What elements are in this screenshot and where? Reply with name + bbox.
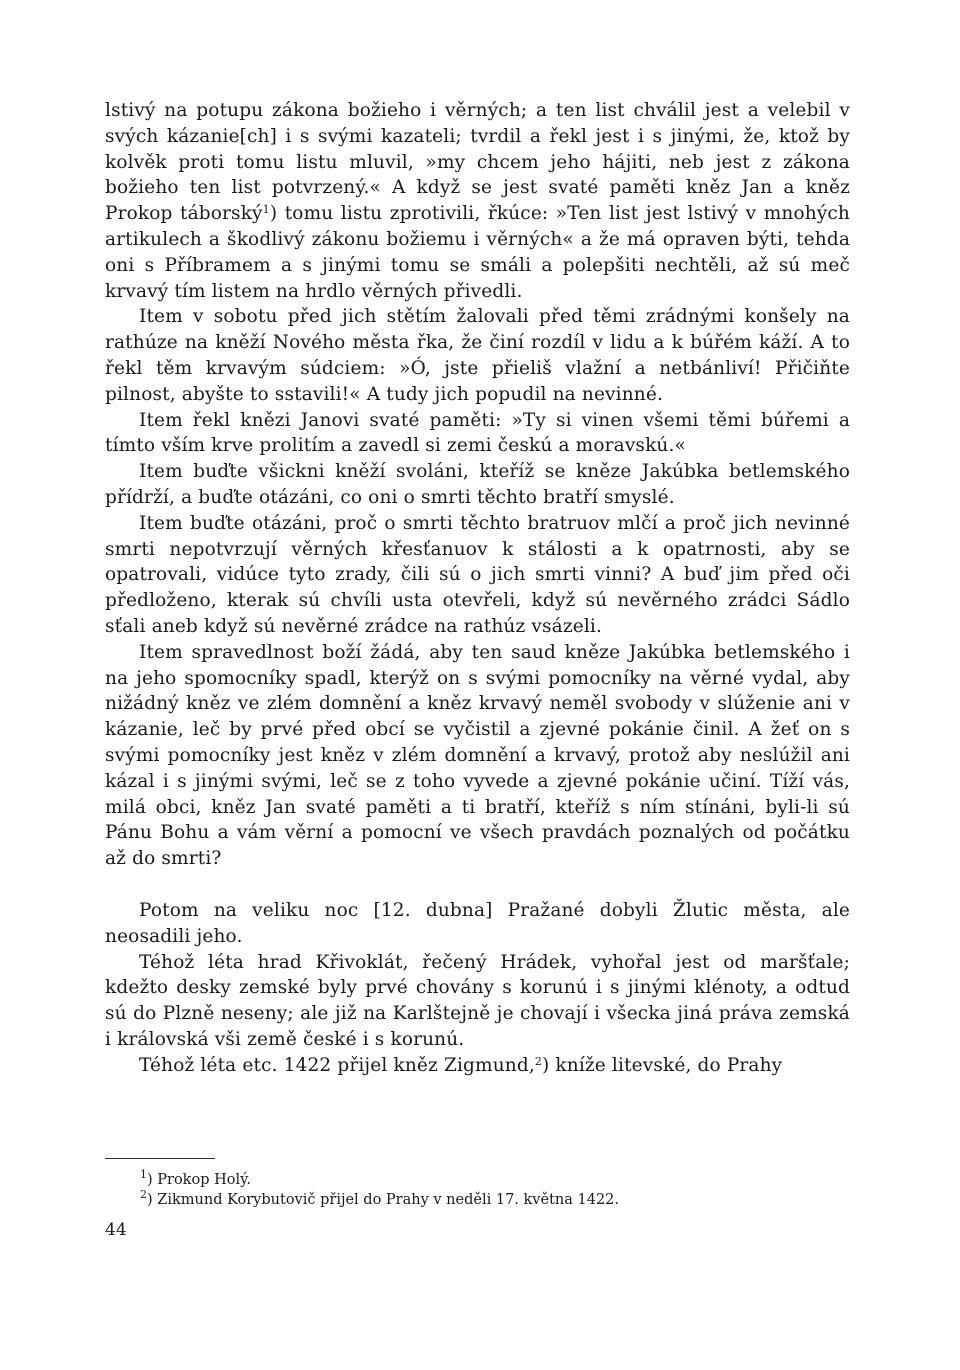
paragraph-1: [105, 98, 850, 304]
footnote-1-text: ) Prokop Holý.: [147, 1172, 251, 1188]
paragraph-8: Téhož léta hrad Křivoklát, řečený Hrádek, vyhořal jest od maršťale; kdežto desky zemské byly prvé chovány s korunú i s jinými klénoty, a odtud sú do Plzně neseny; ale již na Karlštejně je chovají i všecka jiná práva zemská i královská vši země české i s korunú.: [105, 951, 850, 1050]
footnotes: [140, 1170, 840, 1210]
footnote-2-text: ) Zikmund Korybutovič přijel do Prahy v neděli 17. května 1422.: [147, 1192, 620, 1208]
page-number: 44: [105, 1220, 127, 1240]
footnote-1-mark: 1: [140, 1168, 147, 1181]
section-gap: [105, 872, 850, 898]
footnote-divider: [105, 1158, 215, 1159]
paragraph-2: Item v sobotu před jich stětím žalovali před těmi zrádnými konšely na rathúze na kněží Nového města řka, že činí rozdíl v lidu a k búřém káží. A to řekl těm krvavým súdciem: »Ó, jste přieliš vlažní a netbánliví! Přičiňte pilnost, abyšte to sstavili!« A tudy jich popudil na nevinné.: [105, 306, 850, 405]
paragraph-1-text-cont: ) tomu listu zprotivili, řkúce: »Ten list jest lstivý v mnohých artikulech a škodlivý zákonu božiemu i věrných« a že má opraven býti, tehda oni s Příbramem a s jinými tomu se smáli a polepšiti nechtěli, až sú meč krvavý tím listem na hrdlo věrných přivedli.: [105, 203, 850, 302]
paragraph-3: Item řekl knězi Janovi svaté paměti: »Ty si vinen všemi těmi búřemi a tímto vším krve prolitím a zavedl si zemi českú a moravskú.«: [105, 409, 850, 457]
paragraph-7: Potom na veliku noc [12. dubna] Pražané dobyli Žlutic města, ale neosadili jeho.: [105, 899, 850, 947]
paragraph-9: [105, 1053, 850, 1079]
footnote-2: [140, 1190, 840, 1210]
paragraph-9-text-cont: ) kníže litevské, do Prahy: [542, 1054, 783, 1076]
footnote-2-mark: 2: [140, 1188, 147, 1201]
paragraph-9-text: Téhož léta etc. 1422 přijel kněz Zigmund,: [139, 1054, 535, 1076]
paragraph-6: Item spravedlnost boží žádá, aby ten saud kněze Jakúbka betlemského i na jeho spomocníky spadl, kterýž on s svými pomocníky na věrné vydal, aby nižádný kněz ve zlém domnění a kněz krvavý neměl svobody v slúženie ani v kázanie, leč by prvé před obcí se vyčistil a zjevné pokánie činil. A žeť on s svými pomocníky jest kněz v zlém domnění a krvavý, protož aby neslúžil ani kázal i s jinými svými, leč se z toho vyvede a zjevné pokánie učiní. Tíží vás, milá obci, kněz Jan svaté paměti a ti bratří, kteříž s ním stínáni, byli-li sú Pánu Bohu a vám věrní a pomocní ve všech pravdách poznalých od počátku až do smrti?: [105, 641, 850, 870]
paragraph-5: Item buďte otázáni, proč o smrti těchto bratruov mlčí a proč jich nevinné smrti nepotvrzují věrných křesťanuov k stálosti a k opatrnosti, aby se opatrovali, vidúce tyto zrady, čili sú o jich smrti vinni? A buď jim před oči předloženo, kterak sú chvíli usta otevřeli, když sú nevěrného zrádci Sádlo sťali aneb když sú nevěrné zrádce na rathúz vsázeli.: [105, 512, 850, 637]
page-body: [105, 98, 850, 1078]
footnote-1: [140, 1170, 840, 1190]
footnote-ref-2: 2: [534, 1054, 543, 1068]
paragraph-1-text: lstivý na potupu zákona božieho i věrných; a ten list chválil jest a velebil v svých kázanie[ch] i s svými kazateli; tvrdil a řekl jest i s jinými, že, ktož by kolvěk proti tomu listu mluvil, »my chcem jeho hájiti, neb jest z zákona božieho ten list potvrzený.« A když se jest svaté paměti kněz Jan a kněz Prokop táborský: [105, 100, 850, 225]
paragraph-4: Item buďte všickni kněží svoláni, kteříž se kněze Jakúbka betlemského přídrží, a buďte otázáni, co oni o smrti těchto bratří smyslé.: [105, 461, 850, 508]
footnote-ref-1: 1: [262, 203, 270, 217]
